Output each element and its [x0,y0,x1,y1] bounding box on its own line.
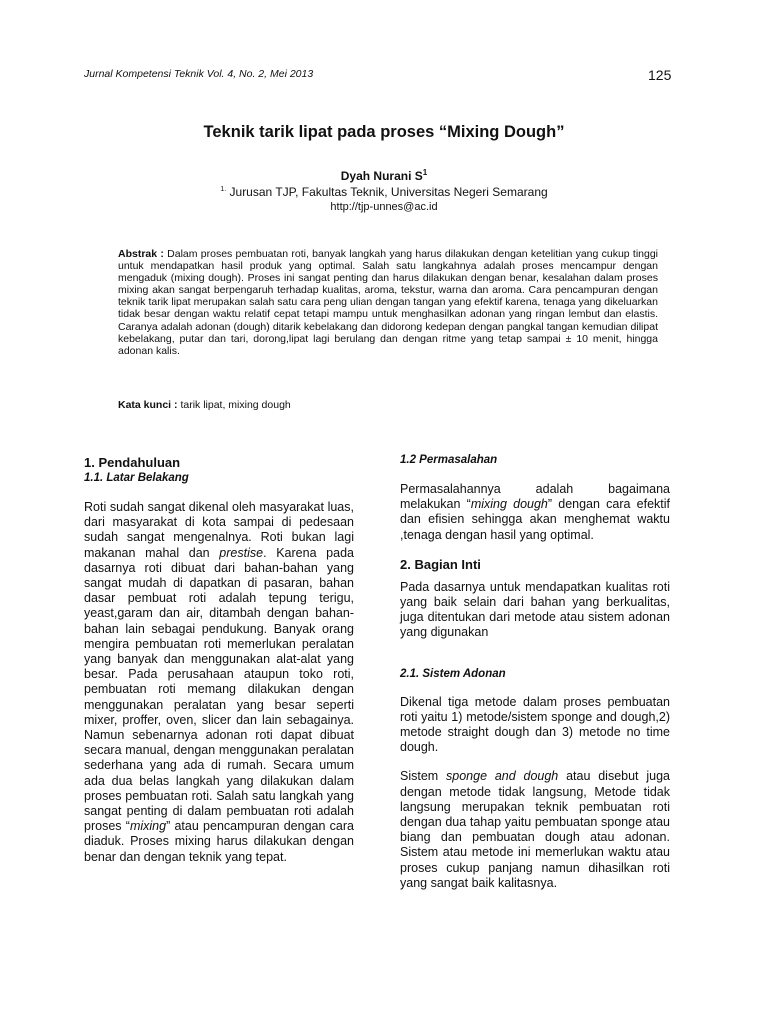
paragraph-sistem-adonan: Dikenal tiga metode dalam proses pembuatan roti yaitu 1) metode/sistem sponge and dough,2) metode straight dough dan 3) metode no time dough. [400,694,670,755]
emphasis-text: prestise [219,545,264,560]
paragraph-latar-belakang [84,500,354,865]
author [0,168,768,183]
paragraph-text: ” atau pencampuran dengan cara diaduk. Proses mixing harus dilakukan dengan benar dan dengan teknik yang tepat. [84,819,355,864]
subsection-heading-permasalahan: 1.2 Permasalahan [400,454,498,466]
page-number: 125 [648,67,672,83]
paragraph-bagian-inti: Pada dasarnya untuk mendapatkan kualitas roti yang baik selain dari bahan yang berkualitas, juga ditentukan dari metode atau sistem adonan yang digunakan [400,579,670,640]
contact-url: http://tjp-unnes@ac.id [330,201,438,213]
paragraph-text: . Karena pada dasarnya roti dibuat dari bahan-bahan yang sangat mudah di dapatkan di pasaran, bahan dasar pembuat roti adalah tepung terigu, yeast,garam dan air, ditambah dengan bahan-bahan lain sebagai pendukung. Banyak orang mengira pembuatan roti memerlukan peralatan yang banyak dan menggunakan alat-alat yang besar. Pada perusahaan ataupun toko roti, pembuatan roti memang dilakukan dengan menggunakan peralatan yang besar seperti mixer, proffer, oven, slicer dan lain sebagainya. Namun sebenarnya adonan roti dapat dibuat secara manual, dengan menggunakan peralatan sederhana yang ada di rumah. Secara umum ada dua belas langkah yang dilakukan dalam proses pembuatan roti. Salah satu langkah yang sangat penting di dalam pembuatan roti adalah proses “ [84,545,354,834]
subsection-heading-sistem-adonan: 2.1. Sistem Adonan [400,667,506,680]
left-column [84,440,354,865]
paragraph-text: Roti sudah sangat dikenal oleh masyarakat luas, dari masyarakat di kota sampai di pedesaan sudah sangat mengenalnya. Roti bukan lagi makanan mahal dan [84,500,354,560]
emphasis-text: mixing [129,819,167,834]
abstract-text: Dalam proses pembuatan roti, banyak langkah yang harus dilakukan dengan ketelitian yang cukup tinggi untuk mendapatkan hasil produk yang optimal. Salah satu langkahnya adalah proses mencampur dengan mengaduk (mixing dough). Proses ini sangat penting dan harus dilakukan dengan benar, kesalahan dalam proses mixing akan sangat berpengaruh terhadap kualitas, aroma, tekstur, warna dan aroma. Cara pencampuran dengan teknik tarik lipat merupakan salah satu cara peng ulian dengan tangan yang efektif karena, tenaga yang dikeluarkan tidak besar dengan waktu relatif cepat tetapi mampu untuk menghasilkan adonan yang ringan lembut dan elastis. Caranya adalah adonan (dough) ditarik kebelakang dan didorong kedepan dengan pangkal tangan kemudian dilipat kebelakang, putar dan tari, dorong,lipat lagi berulang dan dengan ritme yang tetap sampai ± 10 menit, hingga adonan kalis. [118,248,659,357]
subsection-heading-latar-belakang: 1.1. Latar Belakang [84,472,189,484]
abstract-label: Abstrak : [118,248,164,260]
affiliation-superscript: 1. [220,186,227,193]
paragraph-text: ” dengan cara efektif dan efisien sehingga akan menghemat waktu ,tenaga dengan hasil yang optimal. [400,497,670,542]
paragraph-permasalahan [400,482,670,543]
paper-title: Teknik tarik lipat pada proses “Mixing Dough” [203,123,565,141]
keywords-label: Kata kunci : [118,399,178,411]
keywords [118,399,291,411]
keywords-text: tarik lipat, mixing dough [180,399,291,411]
paragraph-text: Sistem [400,769,447,784]
emphasis-text: mixing dough [470,497,548,512]
paragraph-text: Permasalahannya adalah bagaimana melakukan “ [400,482,670,512]
journal-header: Jurnal Kompetensi Teknik Vol. 4, No. 2, Mei 2013 [84,68,314,80]
affiliation-text: Jurusan TJP, Fakultas Teknik, Universitas Negeri Semarang [229,185,548,199]
author-superscript: 1 [422,168,428,177]
author-name: Dyah Nurani S [340,169,423,183]
emphasis-text: sponge and dough [446,769,559,784]
paragraph-text: atau disebut juga dengan metode tidak langsung, Metode tidak langsung merupakan teknik pembuatan roti dengan dua tahap yaitu pembuatan sponge atau biang dan pembuatan dough atau adonan. Sistem atau metode ini memerlukan waktu atau proses cukup panjang namun dihasilkan roti yang sangat baik kalitasnya. [400,769,670,890]
right-column [400,440,670,891]
abstract [118,248,658,357]
section-heading-pendahuluan: 1. Pendahuluan [84,455,181,470]
paragraph-sponge-dough [400,769,670,891]
section-heading-bagian-inti: 2. Bagian Inti [400,556,481,572]
affiliation [0,185,768,199]
